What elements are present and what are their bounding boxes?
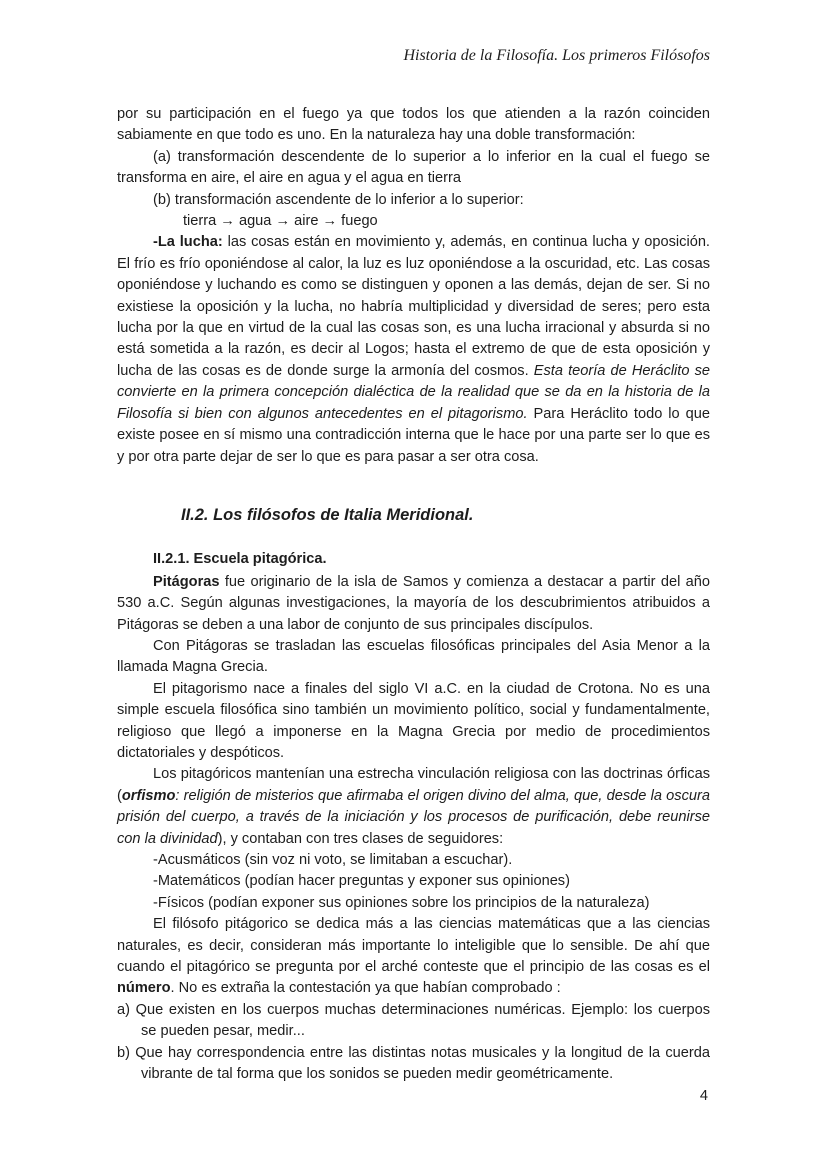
text-run: número [117,980,171,997]
paragraph-indent [117,850,710,871]
paragraph-indent [117,572,710,636]
text-run: Pitágoras [153,573,220,590]
document-content [117,104,710,1085]
text-run: Con Pitágoras se trasladan las escuelas filosóficas principales del Asia Menor a la llamada Magna Grecia. [117,637,710,676]
paragraph-indent [117,764,710,850]
text-run: Esta teoría de Heráclito se convierte en la primera concepción dialéctica de la realidad que se da en la historia de la Filosofía si bien con algunos antecedentes en el pitagorismo. [117,362,711,422]
paragraph-indent [117,871,710,892]
text-run: fue originario de la isla de Samos y comienza a destacar a partir del año 530 a.C. Según algunas investigaciones, la mayoría de los descubrimientos atribuidos a Pitágoras se deben a una labor de conjunto de sus principales discípulos. [117,573,710,633]
text-run: orfismo [121,787,176,804]
text-run: . No es extraña la contestación ya que habían comprobado : [170,980,561,997]
text-run: a) Que existen en los cuerpos muchas determinaciones numéricas. Ejemplo: los cuerpos se pueden pesar, medir... [117,1001,710,1040]
text-run: II.2. Los filósofos de Italia Meridional. [181,505,474,524]
text-run: Para Heráclito todo lo que existe posee en sí mismo una contradicción interna que le hace por una parte ser lo que es y por otra parte dejar de ser lo que es para pasar a ser otra cosa. [117,405,710,465]
paragraph-indent [117,636,710,679]
text-run: las cosas están en movimiento y, además, en continua lucha y oposición. El frío es frío oponiéndose al calor, la luz es luz oponiéndose a la oscuridad, etc. Las cosas oponiéndose y luchando es como se distinguen y oponen a las demás, dejan de ser. Si no existiese la oposición y la lucha, no habría multiplicidad y diversidad de seres; pero esta lucha por la que en virtud de la cual las cosas son, es una lucha irracional y absurda si no está sometida a la razón, es decir al Logos; hasta el extremo de que de esta oposición y lucha de las cosas es de donde surge la armonía del cosmos. [117,234,710,379]
text-run: : religión de misterios que afirmaba el origen divino del alma, que, desde la oscura prisión del cuerpo, a través de la iniciación y los procesos de purificación, debe reunirse con la divinidad [117,787,710,847]
text-run: por su participación en el fuego ya que todos los que atienden a la razón coinciden sabiamente en que todo es uno. En la naturaleza hay una doble transformación: [117,106,710,144]
section-heading [117,505,710,526]
arrow-line [117,211,710,232]
hanging-item [117,1043,710,1086]
paragraph-indent [117,914,710,1000]
text-run: -La lucha: [153,234,223,251]
paragraph-indent [117,190,710,211]
text-run: Los pitagóricos mantenían una estrecha vinculación religiosa con las doctrinas órficas ( [117,766,710,804]
hanging-item [117,1000,710,1043]
paragraph-indent [117,232,710,467]
text-run: El pitagorismo nace a finales del siglo VI a.C. en la ciudad de Crotona. No es una simple escuela filosófica sino también un movimiento político, social y fundamentalmente, religioso que llegó a imponerse en la Magna Grecia por medio de procedimientos dictatoriales y despóticos. [117,680,710,761]
text-run: ), y contaban con tres clases de seguidores: [217,830,504,847]
paragraph-indent [117,679,710,765]
text-run: (a) transformación descendente de lo superior a lo inferior en la cual el fuego se transforma en aire, el aire en agua y el agua en tierra [117,148,710,187]
text-run: El filósofo pitágorico se dedica más a las ciencias matemáticas que a las ciencias naturales, es decir, consideran más importante lo inteligible que lo sensible. De ahí que cuando el pitagórico se pregunta por el arché conteste que el principio de las cosas es el [117,916,710,976]
text-run: -Físicos (podían exponer sus opiniones sobre los principios de la naturaleza) [153,894,650,911]
text-run: tierra → agua → aire → fuego [183,213,378,230]
paragraph-indent [117,893,710,914]
page-number: 4 [699,1088,708,1104]
subsection-heading [117,549,710,570]
text-run: II.2.1. Escuela pitagórica. [153,551,327,568]
running-header-title: Historia de la Filosofía. Los primeros Filósofos [403,47,710,64]
text-run: (b) transformación ascendente de lo inferior a lo superior: [153,191,524,208]
paragraph [117,104,710,147]
paragraph-indent [117,147,710,190]
text-run: -Matemáticos (podían hacer preguntas y exponer sus opiniones) [153,873,570,890]
text-run: b) Que hay correspondencia entre las distintas notas musicales y la longitud de la cuerda vibrante de tal forma que los sonidos se pueden medir geométricamente. [117,1044,710,1083]
text-run: -Acusmáticos (sin voz ni voto, se limitaban a escuchar). [153,852,513,868]
